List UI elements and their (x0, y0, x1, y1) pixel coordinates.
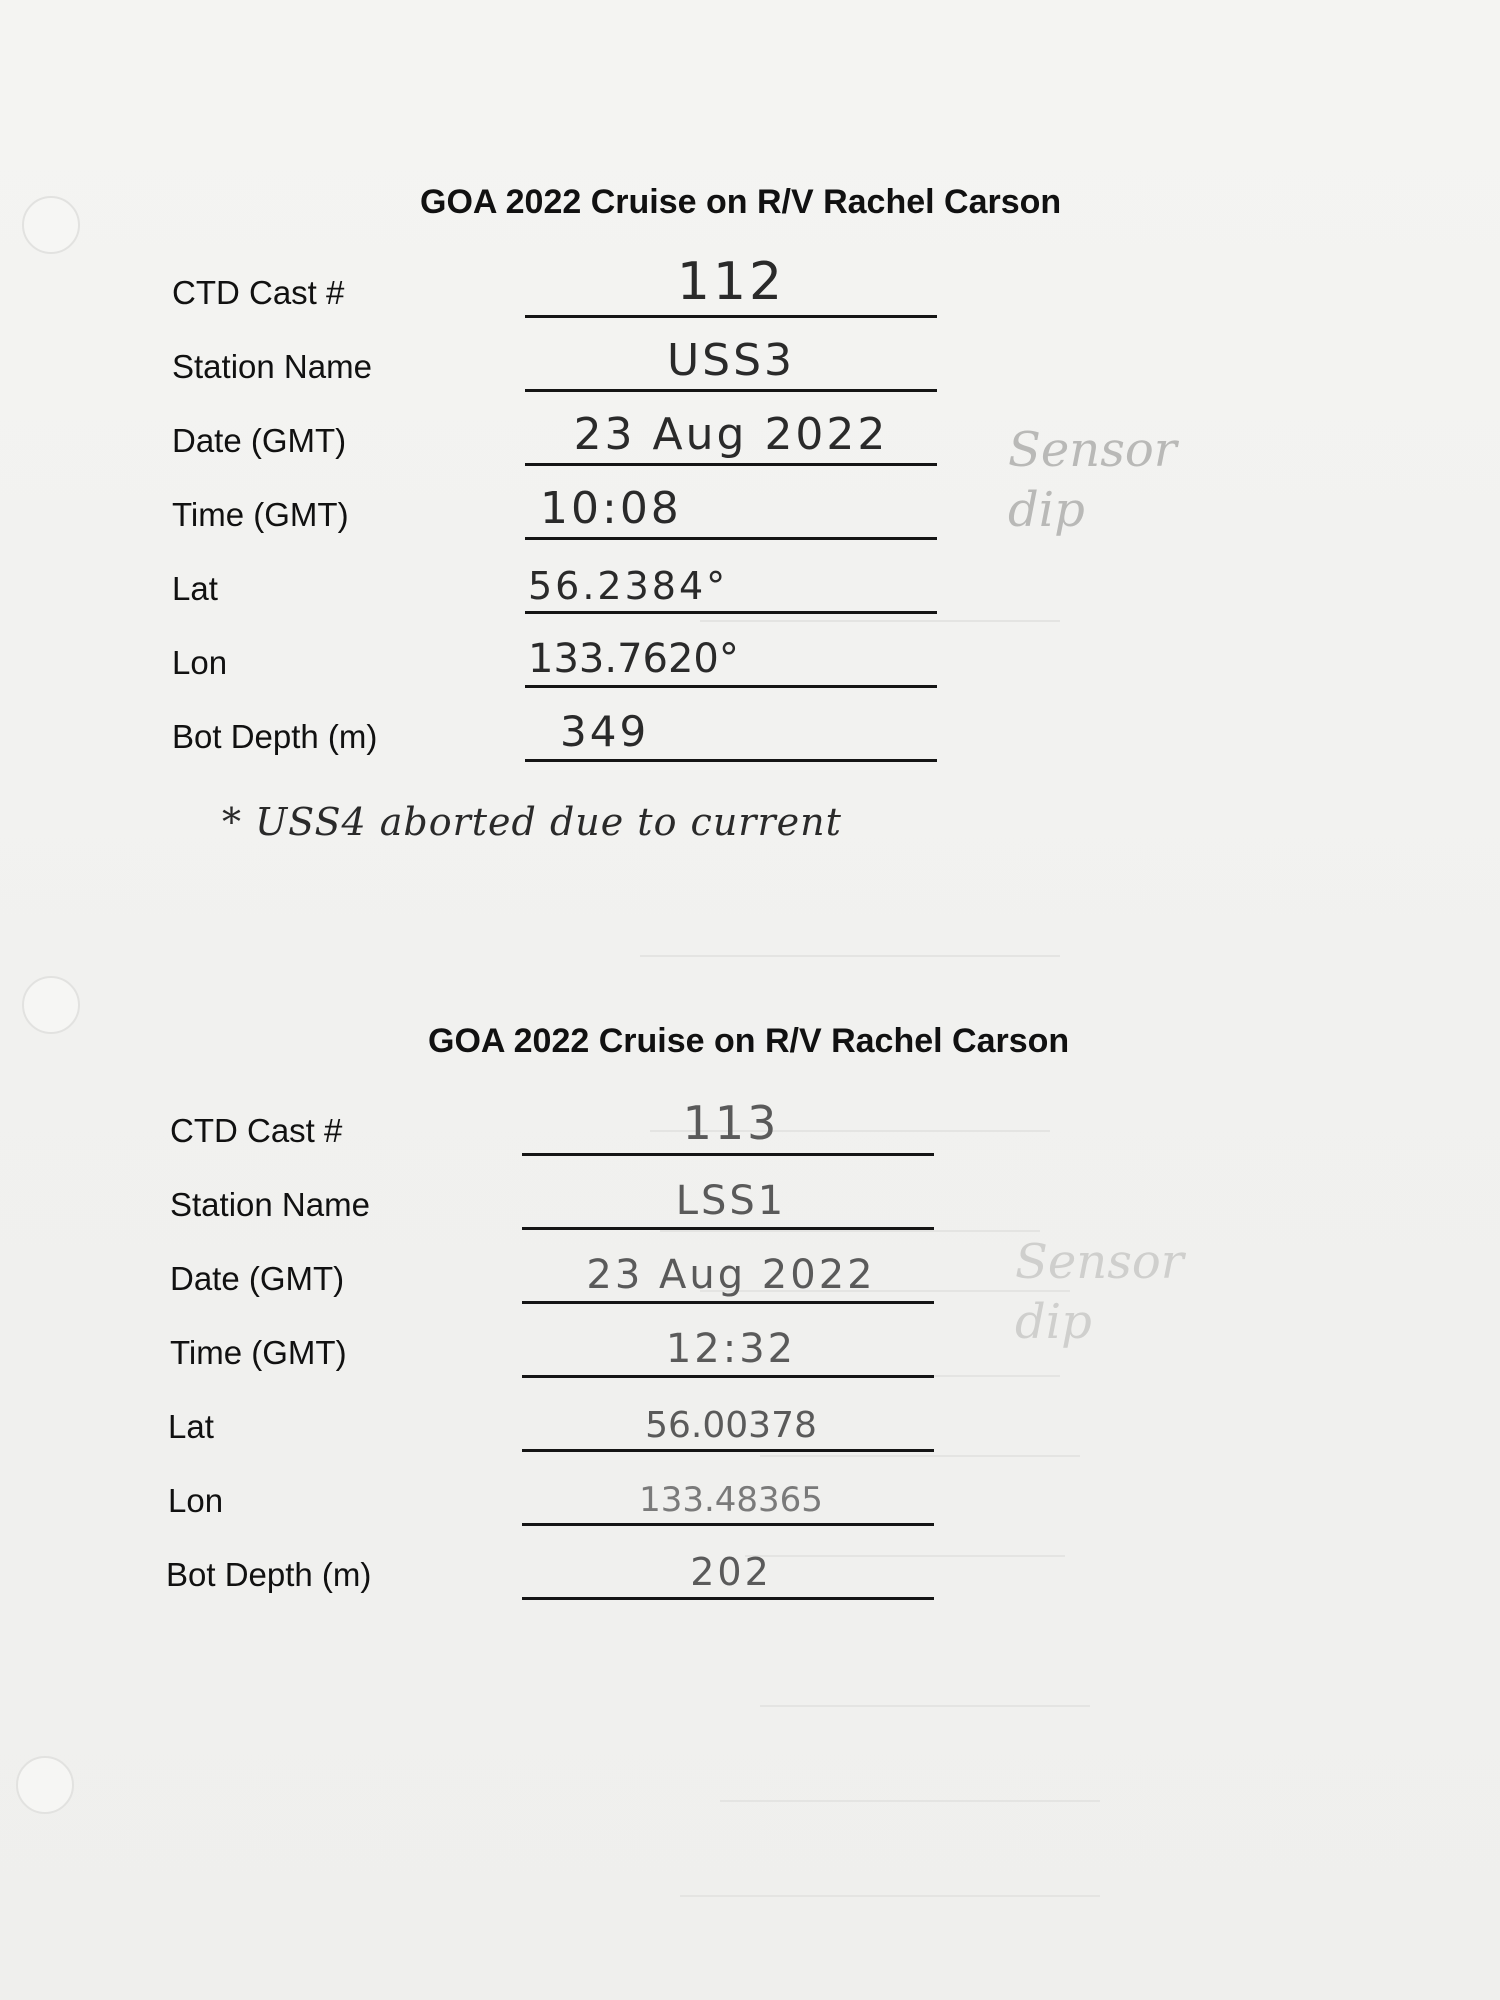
field-bot-depth (0, 1538, 1500, 1612)
field-lat (0, 552, 1500, 626)
field-underline (522, 1449, 934, 1452)
field-underline (525, 611, 937, 614)
field-value: 113 (682, 1096, 780, 1150)
form-title: GOA 2022 Cruise on R/V Rachel Carson (428, 1022, 1070, 1060)
field-value: 23 Aug 2022 (586, 1252, 876, 1298)
field-underline (522, 1153, 934, 1156)
field-underline (525, 463, 937, 466)
field-lon (0, 626, 1500, 700)
field-value: 112 (676, 252, 786, 312)
handwritten-note: * USS4 aborted due to current (222, 800, 842, 844)
field-ctd-cast (0, 1094, 1500, 1168)
field-label: Time (GMT) (170, 1334, 347, 1371)
field-time (0, 478, 1500, 552)
field-label: Bot Depth (m) (166, 1556, 372, 1593)
field-value: 56.00378 (645, 1405, 817, 1446)
field-date (0, 404, 1500, 478)
field-label: Date (GMT) (172, 422, 347, 459)
punch-hole-bottom (16, 1756, 74, 1814)
field-underline (522, 1227, 934, 1230)
field-label: Lat (168, 1408, 214, 1445)
field-value: 10:08 (540, 483, 682, 534)
field-label: Lon (168, 1482, 224, 1519)
form-title: GOA 2022 Cruise on R/V Rachel Carson (420, 183, 1062, 221)
field-underline (522, 1375, 934, 1378)
field-value: 202 (690, 1550, 772, 1594)
margin-note: Sensor dip (1008, 422, 1177, 538)
field-underline (522, 1301, 934, 1304)
field-label: CTD Cast # (172, 274, 345, 311)
field-value: 12:32 (665, 1326, 797, 1372)
bleed-line (640, 955, 1060, 957)
field-underline (525, 315, 937, 318)
field-underline (525, 389, 937, 392)
bleed-line (680, 1895, 1100, 1897)
field-lat (0, 1390, 1500, 1464)
field-time (0, 1316, 1500, 1390)
field-date (0, 1242, 1500, 1316)
punch-hole-middle (22, 976, 80, 1034)
field-underline (522, 1523, 934, 1526)
field-label: Station Name (170, 1186, 370, 1223)
bleed-line (720, 1800, 1100, 1802)
field-station-name (0, 330, 1500, 404)
field-value: 23 Aug 2022 (573, 409, 889, 460)
field-value: 56.2384° (528, 564, 729, 608)
field-ctd-cast (0, 252, 1500, 330)
field-label: CTD Cast # (170, 1112, 343, 1149)
field-underline (525, 759, 937, 762)
field-label: Station Name (172, 348, 372, 385)
field-bot-depth (0, 700, 1500, 774)
field-underline (525, 537, 937, 540)
field-label: Lon (172, 644, 228, 681)
field-station-name (0, 1168, 1500, 1242)
field-lon (0, 1464, 1500, 1538)
field-value: USS3 (666, 335, 796, 386)
field-label: Time (GMT) (172, 496, 349, 533)
field-label: Lat (172, 570, 218, 607)
field-underline (525, 685, 937, 688)
bleed-line (760, 1705, 1090, 1707)
field-underline (522, 1597, 934, 1600)
field-value: 133.7620° (528, 636, 739, 682)
field-label: Bot Depth (m) (172, 718, 378, 755)
field-value: LSS1 (675, 1178, 787, 1224)
field-label: Date (GMT) (170, 1260, 345, 1297)
punch-hole-top (22, 196, 80, 254)
field-value: 133.48365 (639, 1480, 823, 1520)
margin-note: Sensor dip (1015, 1234, 1184, 1350)
field-value: 349 (560, 707, 650, 756)
